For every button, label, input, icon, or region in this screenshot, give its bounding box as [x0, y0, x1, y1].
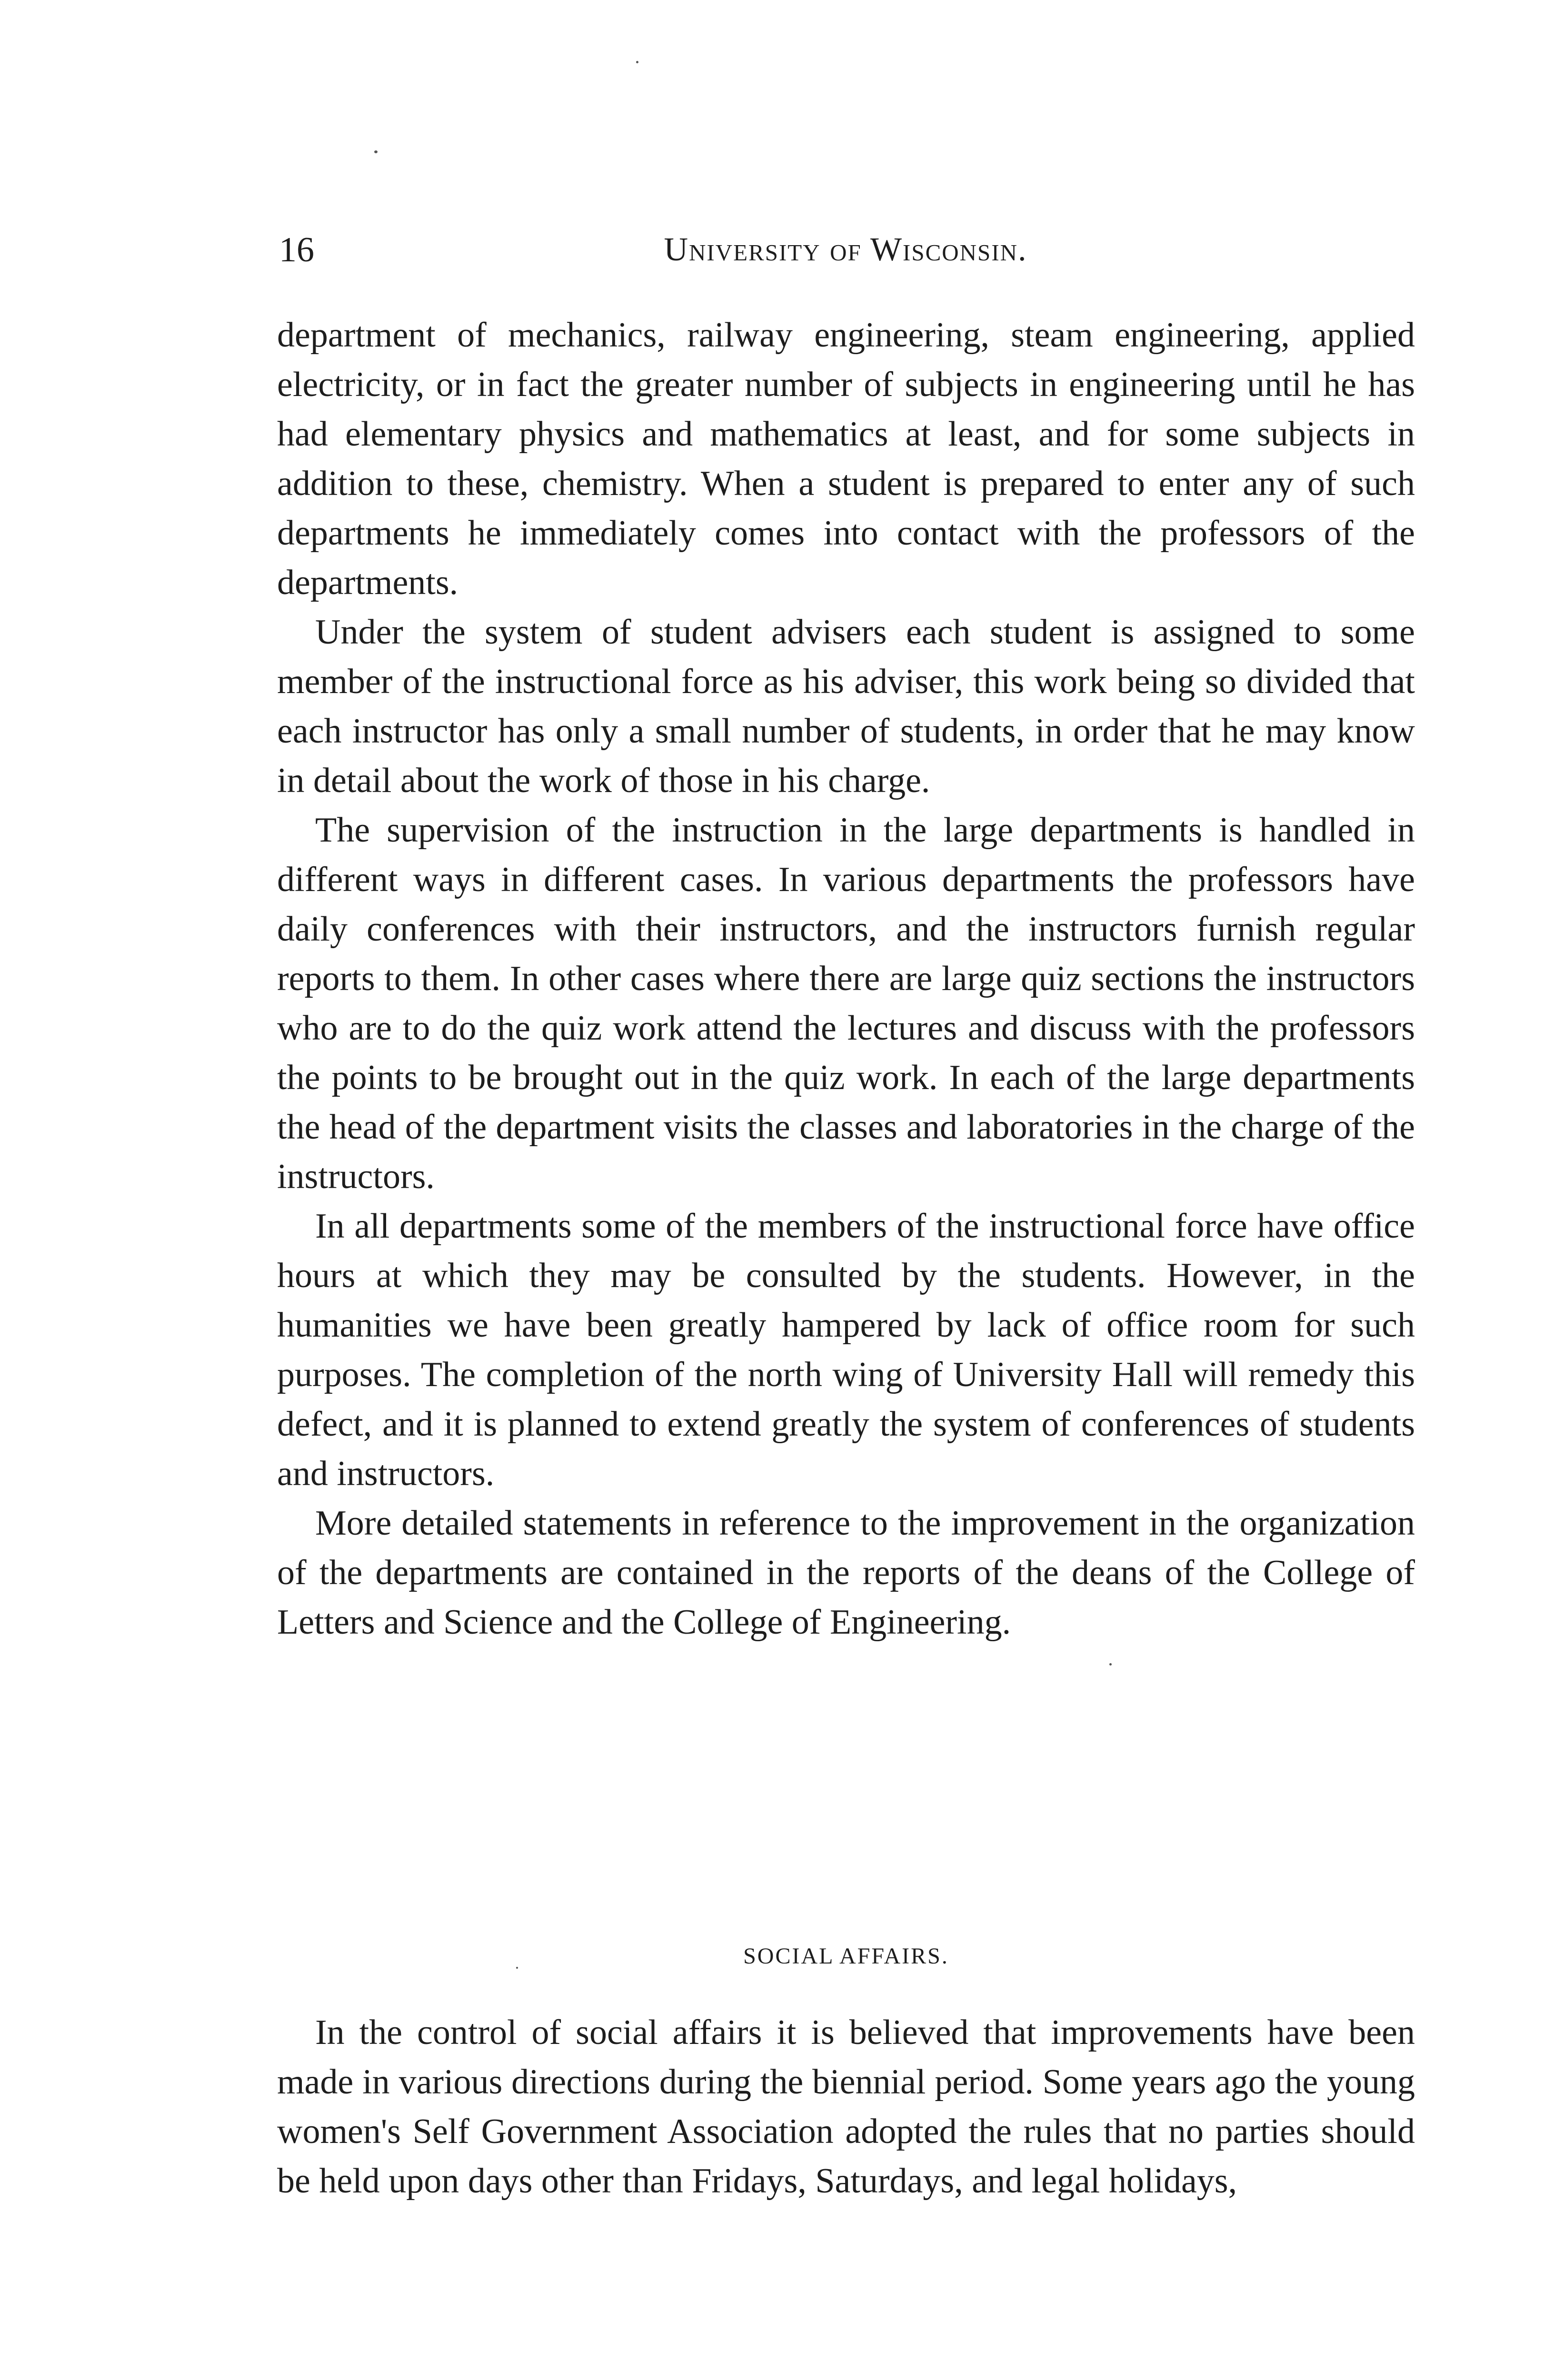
body-text: [277, 310, 1415, 1647]
paragraph-social-affairs: In the control of social affairs it is believed that improvements have been made in various directions during the biennial period. Some years ago the young women's Self Government Association adopted the rules that no parties should be held upon days other than Fridays, Saturdays, and legal holidays,: [277, 2013, 1415, 2201]
scan-speck: [636, 61, 638, 63]
paragraph-supervision: The supervision of the instruction in the large departments is handled in different ways in different cases. In various departments the professors have daily conferences with their instructors, and the instructors furnish regular reports to them. In other cases where there are large quiz sections the instructors who are to do the quiz work attend the lectures and discuss with the professors the points to be brought out in the quiz work. In each of the large departments the head of the department visits the classes and laboratories in the charge of the instructors.: [277, 811, 1415, 1196]
section-heading: SOCIAL AFFAIRS.: [743, 1944, 949, 1969]
running-title: University of Wisconsin.: [664, 231, 1027, 268]
paragraph-detailed-statements: More detailed statements in reference to the improvement in the organization of the departments are contained in the reports of the deans of the College of Letters and Science and the College of Engineering.: [277, 1504, 1415, 1642]
section-text: [277, 2008, 1415, 2206]
paragraph-student-advisers: Under the system of student advisers each student is assigned to some member of the instructional force as his adviser, this work being so divided that each instructor has only a small number of students, in order that he may know in detail about the work of those in his charge.: [277, 613, 1415, 800]
running-header: [279, 224, 1412, 281]
page-number: 16: [279, 230, 314, 269]
paragraph-continued: department of mechanics, railway engineering, steam engineering, applied electricity, or in fact the greater number of subjects in engineering until he has had elementary physics and mathematics at least, and for some subjects in addition to these, chemistry. When a student is prepared to enter any of such departments he immediately comes into contact with the professors of the departments.: [277, 316, 1415, 602]
scan-speck: [1109, 1663, 1112, 1666]
scan-speck: [374, 150, 378, 153]
paragraph-office-hours: In all departments some of the members of the instructional force have office hours at which they may be consulted by the students. However, in the humanities we have been greatly hampered by lack of office room for such purposes. The completion of the north wing of University Hall will remedy this defect, and it is planned to extend greatly the system of conferences of students and instructors.: [277, 1207, 1415, 1493]
